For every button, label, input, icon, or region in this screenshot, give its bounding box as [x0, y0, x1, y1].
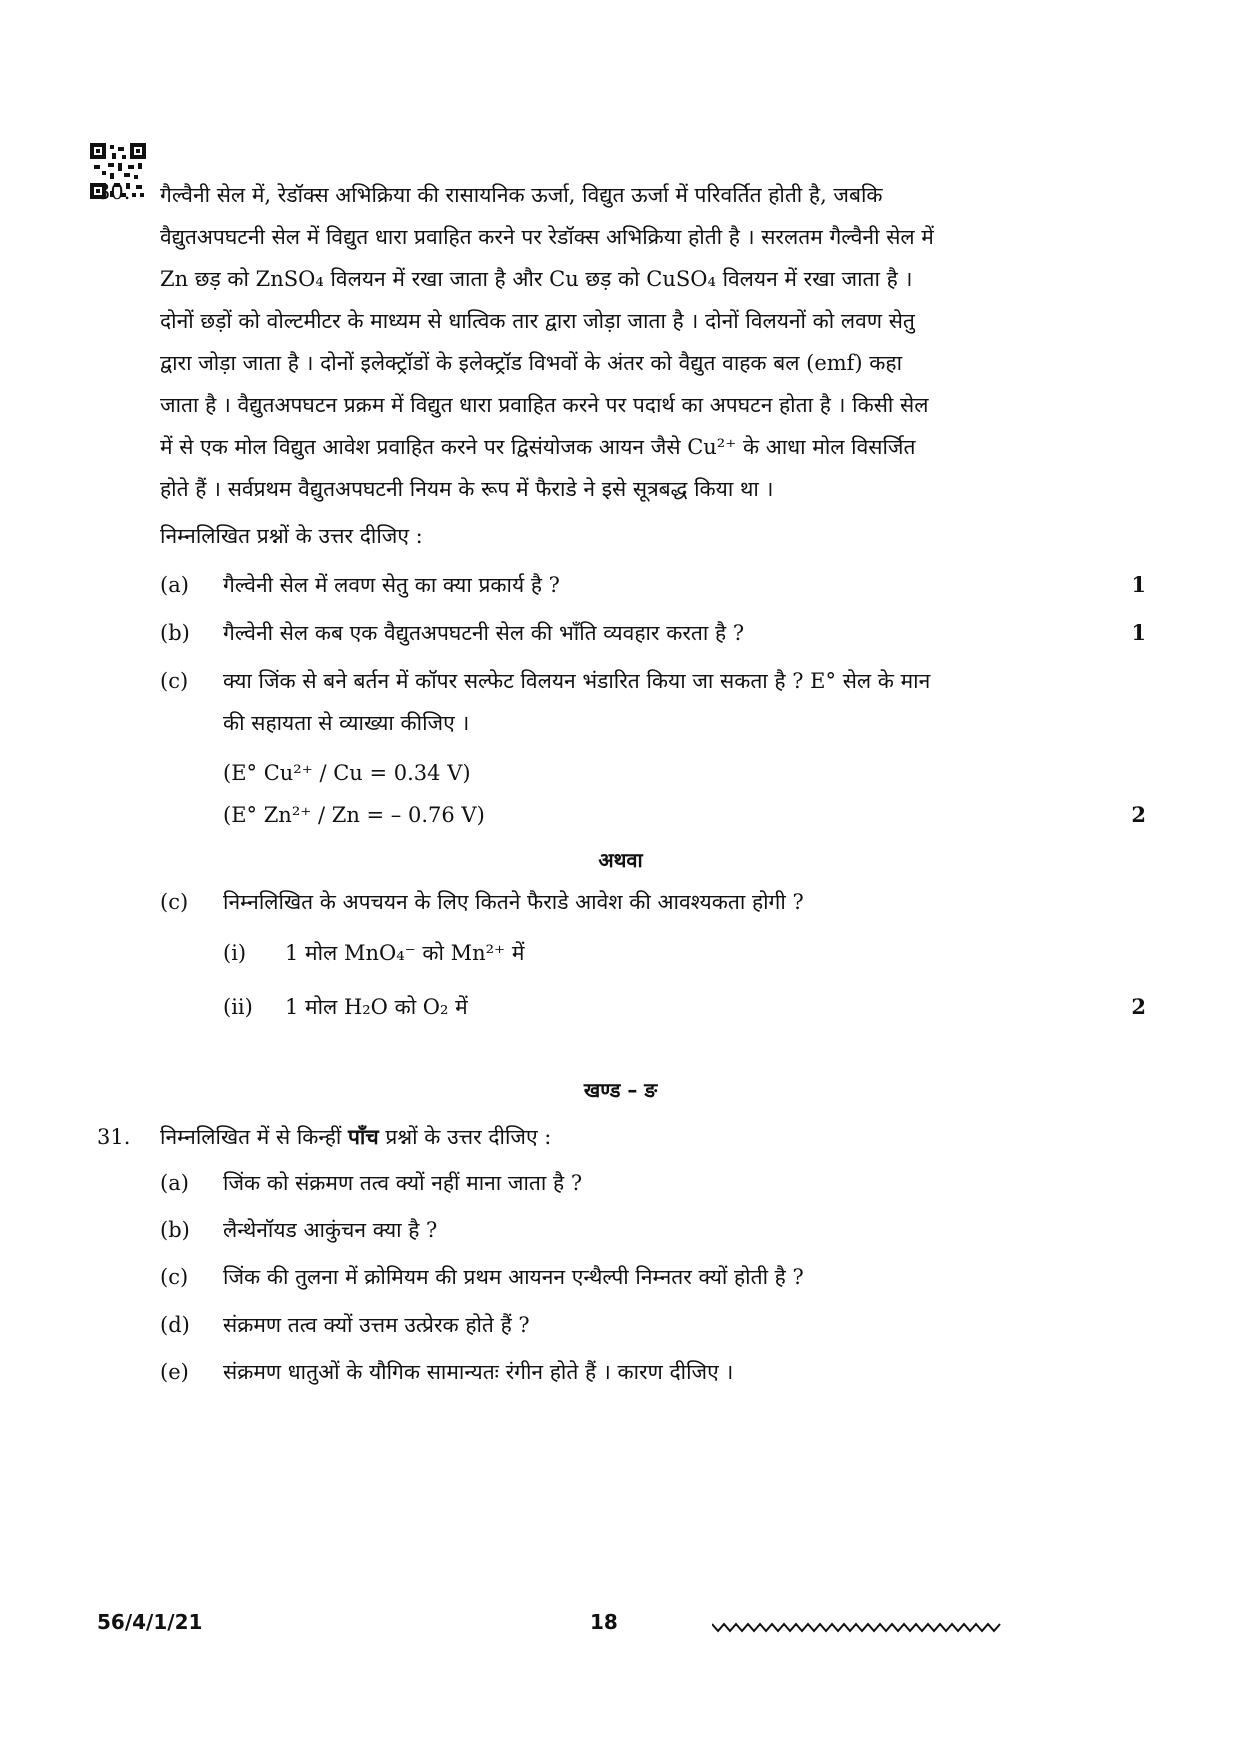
or-label: अथवा: [598, 848, 643, 872]
question-number: 30.: [97, 180, 131, 204]
sub-question-text: संक्रमण तत्व क्यों उत्तम उत्प्रेरक होते हैं ?: [223, 1313, 530, 1337]
item-text: 1 मोल H₂O को O₂ में: [285, 995, 468, 1019]
paper-code: 56/4/1/21: [97, 1610, 203, 1634]
marks: 2: [1131, 802, 1146, 827]
sub-question-label: (b): [160, 1218, 190, 1242]
sub-question-label: (c): [160, 669, 189, 693]
instruction-text: निम्नलिखित में से किन्हीं: [160, 1125, 348, 1149]
instruction-text: प्रश्नों के उत्तर दीजिए :: [378, 1125, 552, 1149]
instruction-emphasis: पाँच: [347, 1124, 379, 1149]
sub-question-label: (a): [160, 573, 189, 597]
sub-question-label: (b): [160, 621, 190, 645]
section-title: खण्ड – ङ: [583, 1078, 658, 1102]
passage-line: Zn छड़ को ZnSO₄ विलयन में रखा जाता है और Cu छड़ को CuSO₄ विलयन में रखा जाता है ।: [160, 267, 913, 291]
sub-question-label: (c): [160, 1265, 189, 1289]
passage-line: द्वारा जोड़ा जाता है । दोनों इलेक्ट्रॉडों के इलेक्ट्रॉड विभवों के अंतर को वैद्युत वाहक बल (emf) कहा: [160, 351, 903, 375]
equation: (E° Cu²⁺ / Cu = 0.34 V): [223, 761, 471, 785]
sub-question-text: निम्नलिखित के अपचयन के लिए कितने फैराडे आवेश की आवश्यकता होगी ?: [223, 890, 804, 914]
passage-line: दोनों छड़ों को वोल्टमीटर के माध्यम से धात्विक तार द्वारा जोड़ा जाता है । दोनों विलयनों को लवण सेतु: [160, 309, 915, 333]
passage-line: गैल्वैनी सेल में, रेडॉक्स अभिक्रिया की रासायनिक ऊर्जा, विद्युत ऊर्जा में परिवर्तित होती है, जबकि: [160, 183, 883, 207]
passage-line: में से एक मोल विद्युत आवेश प्रवाहित करने पर द्विसंयोजक आयन जैसे Cu²⁺ के आधा मोल विसर्जित: [160, 435, 916, 459]
sub-question-text: क्या जिंक से बने बर्तन में कॉपर सल्फेट विलयन भंडारित किया जा सकता है ? E° सेल के मान: [223, 669, 931, 693]
sub-question-text: गैल्वेनी सेल कब एक वैद्युतअपघटनी सेल की भाँति व्यवहार करता है ?: [223, 621, 745, 645]
sub-question-label: (c): [160, 890, 189, 914]
wavy-line-icon: [712, 1620, 1002, 1634]
sub-question-label: (a): [160, 1171, 189, 1195]
item-label: (i): [223, 941, 247, 965]
passage-line: वैद्युतअपघटनी सेल में विद्युत धारा प्रवाहित करने पर रेडॉक्स अभिक्रिया होती है । सरलतम गैल्वैनी सेल में: [160, 225, 934, 249]
sub-question-label: (d): [160, 1313, 190, 1337]
sub-question-text: जिंक की तुलना में क्रोमियम की प्रथम आयनन एन्थैल्पी निम्नतर क्यों होती है ?: [223, 1265, 804, 1289]
item-label: (ii): [223, 995, 253, 1019]
instruction: [160, 1122, 551, 1152]
equation: (E° Zn²⁺ / Zn = – 0.76 V): [223, 803, 485, 827]
instruction: निम्नलिखित प्रश्नों के उत्तर दीजिए :: [160, 524, 423, 548]
marks: 2: [1131, 994, 1146, 1019]
sub-question-text: लैन्थेनॉयड आकुंचन क्या है ?: [223, 1218, 438, 1242]
sub-question-text: गैल्वेनी सेल में लवण सेतु का क्या प्रकार्य है ?: [223, 573, 560, 597]
sub-question-text: जिंक को संक्रमण तत्व क्यों नहीं माना जाता है ?: [223, 1171, 583, 1195]
marks: 1: [1131, 620, 1146, 645]
marks: 1: [1131, 572, 1146, 597]
sub-question-text: की सहायता से व्याख्या कीजिए ।: [223, 711, 470, 735]
page-number: 18: [590, 1610, 618, 1634]
item-text: 1 मोल MnO₄⁻ को Mn²⁺ में: [285, 941, 525, 965]
passage-line: होते हैं । सर्वप्रथम वैद्युतअपघटनी नियम के रूप में फैराडे ने इसे सूत्रबद्ध किया था ।: [160, 477, 774, 501]
sub-question-text: संक्रमण धातुओं के यौगिक सामान्यतः रंगीन होते हैं । कारण दीजिए ।: [223, 1360, 734, 1384]
question-number: 31.: [97, 1125, 131, 1149]
passage-line: जाता है । वैद्युतअपघटन प्रक्रम में विद्युत धारा प्रवाहित करने पर पदार्थ का अपघटन होता है । किसी सेल: [160, 393, 929, 417]
sub-question-label: (e): [160, 1360, 189, 1384]
